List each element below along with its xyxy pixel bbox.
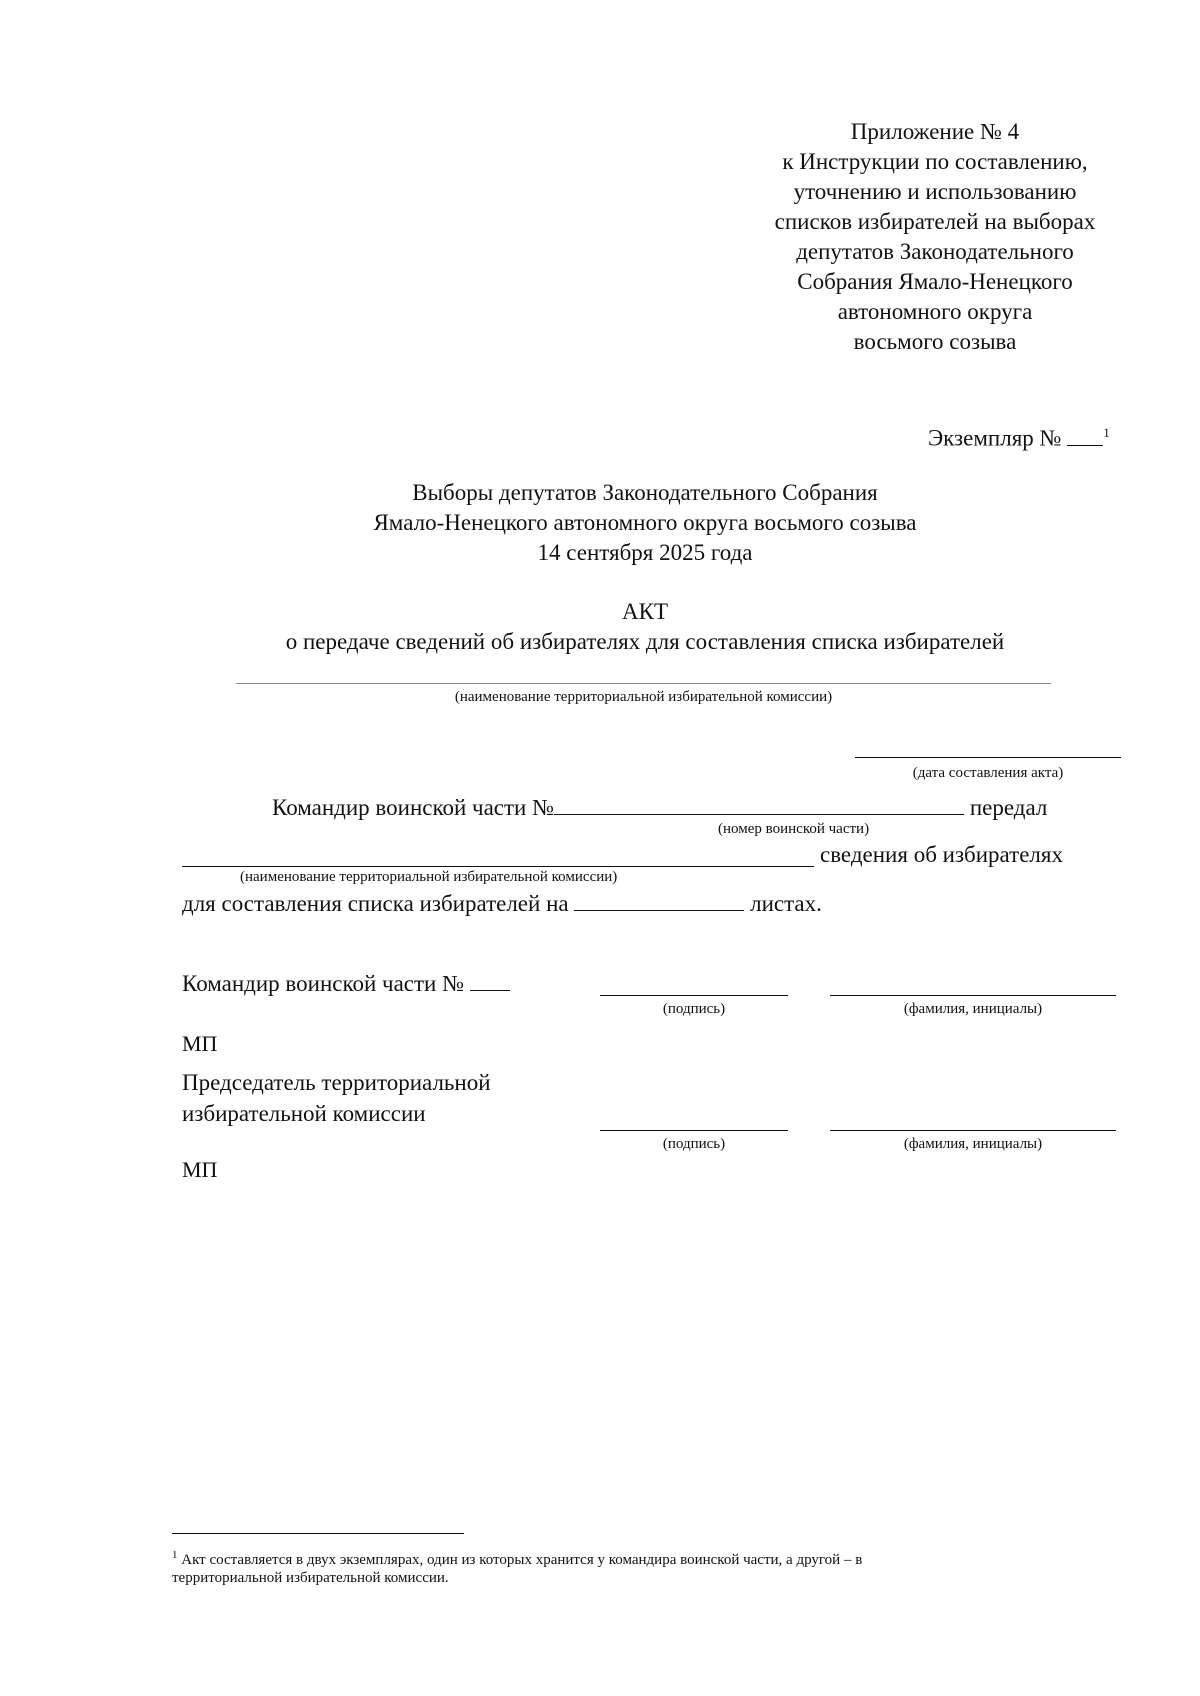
appendix-line: Собрания Ямало-Ненецкого bbox=[797, 269, 1073, 294]
appendix-line: восьмого созыва bbox=[853, 329, 1017, 354]
commander-sentence bbox=[272, 792, 1047, 823]
footnote-number: 1 bbox=[172, 1549, 178, 1561]
for-list-text: для составления списка избирателей на bbox=[182, 891, 569, 916]
chair-label-line2: избирательной комиссии bbox=[182, 1101, 426, 1126]
copy-number bbox=[928, 418, 1110, 454]
appendix-line: уточнению и использованию bbox=[793, 179, 1077, 204]
commander-sign-label: Командир воинской части № bbox=[182, 968, 510, 999]
footnote-line2: территориальной избирательной комиссии. bbox=[172, 1570, 449, 1586]
chair-sign-caption: (подпись) bbox=[662, 1136, 726, 1152]
copy-number-blank bbox=[1067, 423, 1103, 446]
commander-name-caption: (фамилия, инициалы) bbox=[903, 1001, 1043, 1017]
footnote-separator bbox=[172, 1533, 464, 1534]
election-title bbox=[230, 478, 1060, 568]
commission-blank-line bbox=[182, 866, 814, 867]
chair-label-line1: Председатель территориальной bbox=[182, 1070, 491, 1095]
appendix-line: депутатов Законодательного bbox=[796, 239, 1074, 264]
date-caption: (дата составления акта) bbox=[912, 765, 1064, 781]
unit-number-blank bbox=[554, 792, 964, 815]
footnote-line1: $^1$ Акт составляется в двух экземплярах, один из которых хранится у командира воинской части, а другой – в bbox=[172, 1549, 863, 1568]
appendix-line: к Инструкции по составлению, bbox=[782, 149, 1088, 174]
act-title: АКТ bbox=[622, 599, 668, 624]
election-line: Ямало-Ненецкого автономного округа восьмого созыва bbox=[373, 510, 917, 535]
election-line: Выборы депутатов Законодательного Собрания bbox=[412, 480, 878, 505]
act-subtitle: о передаче сведений об избирателях для составления списка избирателей bbox=[285, 629, 1005, 654]
commander-name-line bbox=[830, 995, 1116, 996]
commander-signature-line bbox=[600, 995, 788, 996]
commander-sign-caption: (подпись) bbox=[662, 1001, 726, 1017]
sheets-count-blank bbox=[574, 888, 744, 911]
stamp-mark-2: МП bbox=[182, 1157, 218, 1182]
commission-name-line bbox=[236, 683, 1051, 684]
chair-signature-line bbox=[600, 1130, 788, 1131]
sheets-sentence bbox=[182, 888, 822, 919]
footnote-text bbox=[172, 1546, 1132, 1587]
appendix-line: Приложение № 4 bbox=[850, 119, 1020, 144]
appendix-line: автономного округа bbox=[837, 299, 1033, 324]
stamp-mark-1: МП bbox=[182, 1031, 218, 1056]
date-line bbox=[855, 757, 1121, 758]
passed-word: передал bbox=[969, 795, 1048, 820]
commission-caption: (наименование территориальной избирательной комиссии) bbox=[454, 689, 833, 705]
commission-caption-2: (наименование территориальной избирательной комиссии) bbox=[240, 869, 618, 885]
election-line: 14 сентября 2025 года bbox=[537, 540, 753, 565]
appendix-line: списков избирателей на выборах bbox=[774, 209, 1096, 234]
unit-caption: (номер воинской части) bbox=[718, 821, 870, 837]
info-text: сведения об избирателях bbox=[820, 842, 1063, 867]
commander-unit-blank bbox=[470, 968, 510, 991]
commander-prefix: Командир воинской части № bbox=[272, 795, 555, 820]
sheets-text: листах. bbox=[750, 891, 822, 916]
chair-name-caption: (фамилия, инициалы) bbox=[903, 1136, 1043, 1152]
copy-label: Экземпляр № bbox=[928, 425, 1062, 451]
footnote-mark: 1 bbox=[1103, 425, 1110, 440]
appendix-block bbox=[735, 117, 1135, 357]
chair-name-line bbox=[830, 1130, 1116, 1131]
